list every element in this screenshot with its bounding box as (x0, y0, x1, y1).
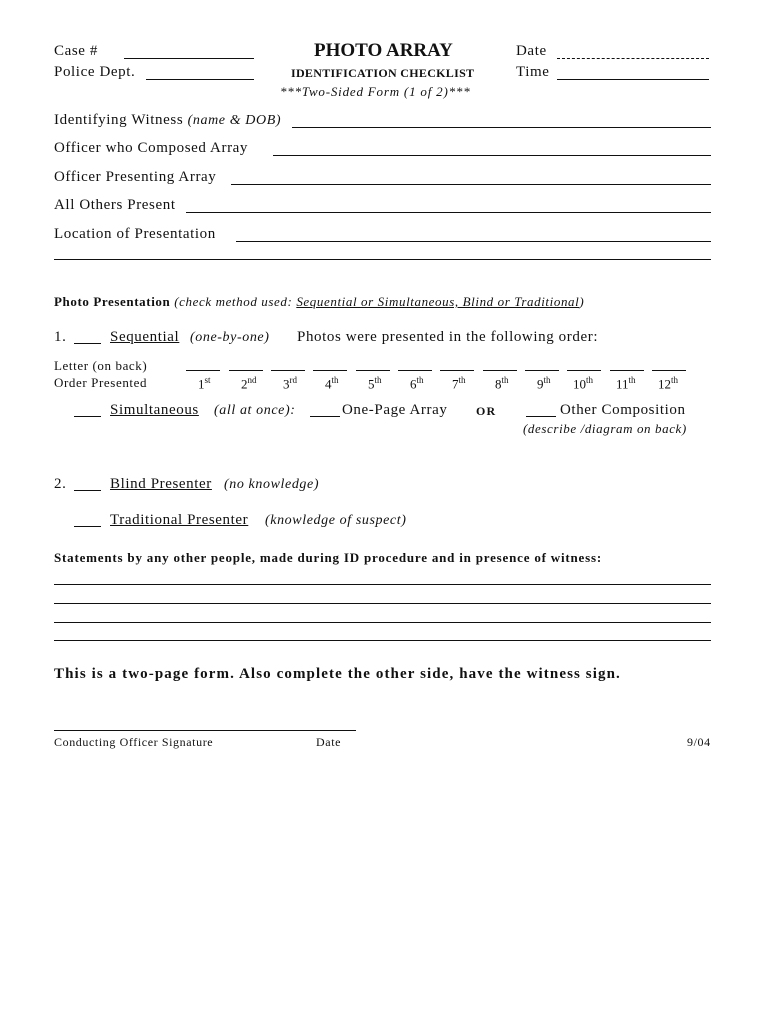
composed-officer-field[interactable] (273, 155, 711, 156)
police-dept-field[interactable] (146, 79, 254, 80)
others-present-label: All Others Present (54, 197, 176, 213)
statement-line-3[interactable] (54, 622, 711, 623)
simultaneous-label: Simultaneous (110, 402, 199, 418)
item-2-number: 2. (54, 476, 67, 492)
method-options: Sequential or Simultaneous, Blind or Traditional (296, 294, 580, 309)
order-presented-label: Order Presented (54, 375, 148, 390)
simultaneous-checkbox[interactable] (74, 416, 101, 417)
presenting-officer-field[interactable] (231, 184, 711, 185)
location-label: Location of Presentation (54, 226, 216, 242)
other-composition-hint: (describe /diagram on back) (523, 421, 687, 436)
ordinal-label: 4th (325, 375, 339, 392)
others-present-field[interactable] (186, 212, 711, 213)
statements-heading: Statements by any other people, made during ID procedure and in presence of witness: (54, 550, 602, 565)
letter-blank-1[interactable] (186, 370, 220, 371)
police-dept-label: Police Dept. (54, 64, 136, 80)
case-label: Case # (54, 43, 99, 59)
composed-officer-label: Officer who Composed Array (54, 140, 249, 156)
item-1-number: 1. (54, 329, 67, 345)
traditional-label: Traditional Presenter (110, 512, 249, 528)
sequential-hint: (one-by-one) (190, 330, 270, 345)
one-page-checkbox[interactable] (310, 416, 340, 417)
ordinal-label: 2nd (241, 375, 257, 392)
witness-label: Identifying Witness (name & DOB) (54, 112, 282, 128)
date-label: Date (516, 43, 547, 59)
letter-blank-4[interactable] (313, 370, 347, 371)
blind-hint: (no knowledge) (224, 477, 320, 492)
simultaneous-hint: (all at once): (214, 403, 296, 418)
ordinal-label: 3rd (283, 375, 297, 392)
statement-line-2[interactable] (54, 603, 711, 604)
presentation-heading: Photo Presentation (check method used: Sequential or Simultaneous, Blind or Traditional) (54, 294, 585, 309)
page-title: PHOTO ARRAY (314, 40, 453, 61)
signature-line[interactable] (54, 730, 356, 731)
ordinal-label: 5th (368, 375, 382, 392)
blind-label: Blind Presenter (110, 476, 212, 492)
location-field[interactable] (236, 241, 711, 242)
time-field[interactable] (557, 79, 709, 80)
witness-field[interactable] (292, 127, 711, 128)
letter-blank-3[interactable] (271, 370, 305, 371)
witness-hint: (name & DOB) (187, 113, 282, 128)
letter-blank-11[interactable] (610, 370, 644, 371)
form-note: ***Two-Sided Form (1 of 2)*** (280, 84, 471, 99)
statement-line-4[interactable] (54, 640, 711, 641)
or-label: OR (476, 404, 497, 418)
sequential-label: Sequential (110, 329, 180, 345)
letter-blank-7[interactable] (440, 370, 474, 371)
presenting-officer-label: Officer Presenting Array (54, 169, 217, 185)
page-subtitle: IDENTIFICATION CHECKLIST (291, 66, 475, 80)
letter-label: Letter (on back) (54, 358, 148, 373)
two-page-notice: This is a two-page form. Also complete the other side, have the witness sign. (54, 666, 621, 682)
statement-line-1[interactable] (54, 584, 711, 585)
ordinal-label: 7th (452, 375, 466, 392)
case-number-field[interactable] (124, 58, 254, 59)
letter-blank-2[interactable] (229, 370, 263, 371)
time-label: Time (516, 64, 550, 80)
location-field-line2[interactable] (54, 259, 711, 260)
sequential-checkbox[interactable] (74, 343, 101, 344)
one-page-label: One-Page Array (342, 402, 448, 418)
blind-checkbox[interactable] (74, 490, 101, 491)
letter-blank-9[interactable] (525, 370, 559, 371)
ordinal-label: 6th (410, 375, 424, 392)
traditional-hint: (knowledge of suspect) (265, 513, 407, 528)
ordinal-label: 10th (573, 375, 594, 392)
order-text: Photos were presented in the following order: (297, 329, 599, 345)
signature-date-label: Date (316, 735, 342, 749)
letter-blank-5[interactable] (356, 370, 390, 371)
other-composition-label: Other Composition (560, 402, 686, 418)
ordinal-label: 8th (495, 375, 509, 392)
ordinal-label: 1st (198, 375, 211, 392)
ordinal-label: 11th (616, 375, 636, 392)
other-composition-checkbox[interactable] (526, 416, 556, 417)
ordinal-label: 9th (537, 375, 551, 392)
traditional-checkbox[interactable] (74, 526, 101, 527)
letter-blank-12[interactable] (652, 370, 686, 371)
signature-label: Conducting Officer Signature (54, 735, 214, 749)
letter-blank-8[interactable] (483, 370, 517, 371)
ordinal-label: 12th (658, 375, 679, 392)
letter-blank-10[interactable] (567, 370, 601, 371)
letter-blank-6[interactable] (398, 370, 432, 371)
date-field[interactable] (557, 58, 709, 59)
form-version: 9/04 (687, 735, 711, 749)
